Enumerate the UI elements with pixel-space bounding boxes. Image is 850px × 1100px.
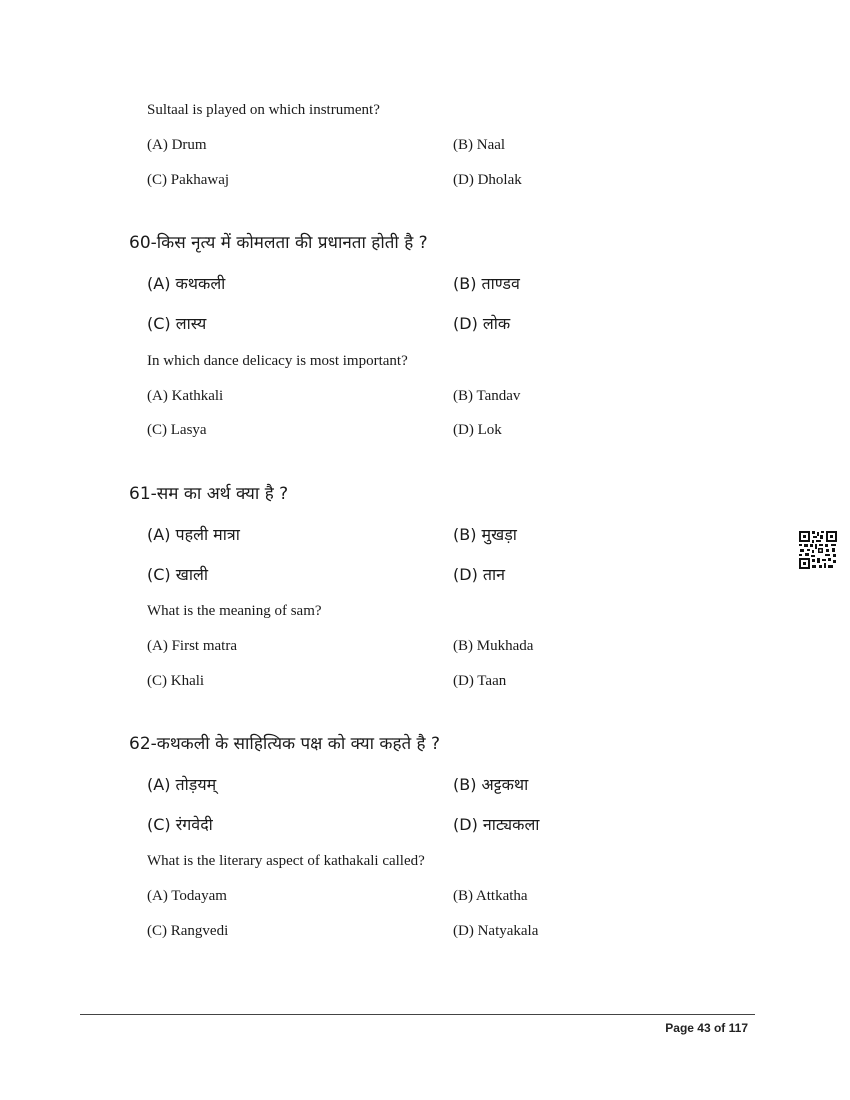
question-59-en: Sultaal is played on which instrument? <box>147 102 380 118</box>
option-59-c-en: (C) Pakhawaj <box>147 172 230 188</box>
option-59-a-en: (A) Drum <box>147 137 207 153</box>
option-62-b-hi: (B) अट्टकथा <box>453 775 529 794</box>
option-59-b-en: (B) Naal <box>453 137 506 153</box>
question-60-en: In which dance delicacy is most important? <box>147 353 408 369</box>
option-61-b-en: (B) Mukhada <box>453 638 534 654</box>
option-62-a-en: (A) Todayam <box>147 888 227 904</box>
option-60-a-en: (A) Kathkali <box>147 388 224 404</box>
option-60-d-hi: (D) लोक <box>453 314 511 333</box>
option-60-c-hi: (C) लास्य <box>147 314 207 333</box>
question-61-hi: 61-सम का अर्थ क्या है ? <box>129 484 289 504</box>
option-62-d-hi: (D) नाट्यकला <box>453 815 540 834</box>
option-61-b-hi: (B) मुखड़ा <box>453 525 517 544</box>
option-61-c-hi: (C) खाली <box>147 565 208 584</box>
question-60-hi: 60-किस नृत्य में कोमलता की प्रधानता होती है ? <box>129 233 428 253</box>
question-62-hi: 62-कथकली के साहित्यिक पक्ष को क्या कहते है ? <box>129 734 441 754</box>
option-62-c-hi: (C) रंगवेदी <box>147 815 213 834</box>
option-60-b-en: (B) Tandav <box>453 388 521 404</box>
option-61-a-en: (A) First matra <box>147 638 237 654</box>
question-62-en: What is the literary aspect of kathakali called? <box>147 853 425 869</box>
option-62-c-en: (C) Rangvedi <box>147 923 229 939</box>
option-62-b-en: (B) Attkatha <box>453 888 528 904</box>
option-60-b-hi: (B) ताण्डव <box>453 274 520 293</box>
option-61-d-hi: (D) तान <box>453 565 506 584</box>
option-61-c-en: (C) Khali <box>147 673 205 689</box>
option-61-a-hi: (A) पहली मात्रा <box>147 525 240 544</box>
option-60-a-hi: (A) कथकली <box>147 274 226 293</box>
option-60-c-en: (C) Lasya <box>147 422 207 438</box>
option-59-d-en: (D) Dholak <box>453 172 522 188</box>
option-61-d-en: (D) Taan <box>453 673 507 689</box>
option-60-d-en: (D) Lok <box>453 422 502 438</box>
footer-divider <box>80 1014 755 1015</box>
option-62-a-hi: (A) तोड़यम् <box>147 775 217 794</box>
page-number: Page 43 of 117 <box>665 1021 748 1035</box>
option-62-d-en: (D) Natyakala <box>453 923 539 939</box>
question-61-en: What is the meaning of sam? <box>147 603 322 619</box>
qr-code-icon <box>798 530 838 570</box>
